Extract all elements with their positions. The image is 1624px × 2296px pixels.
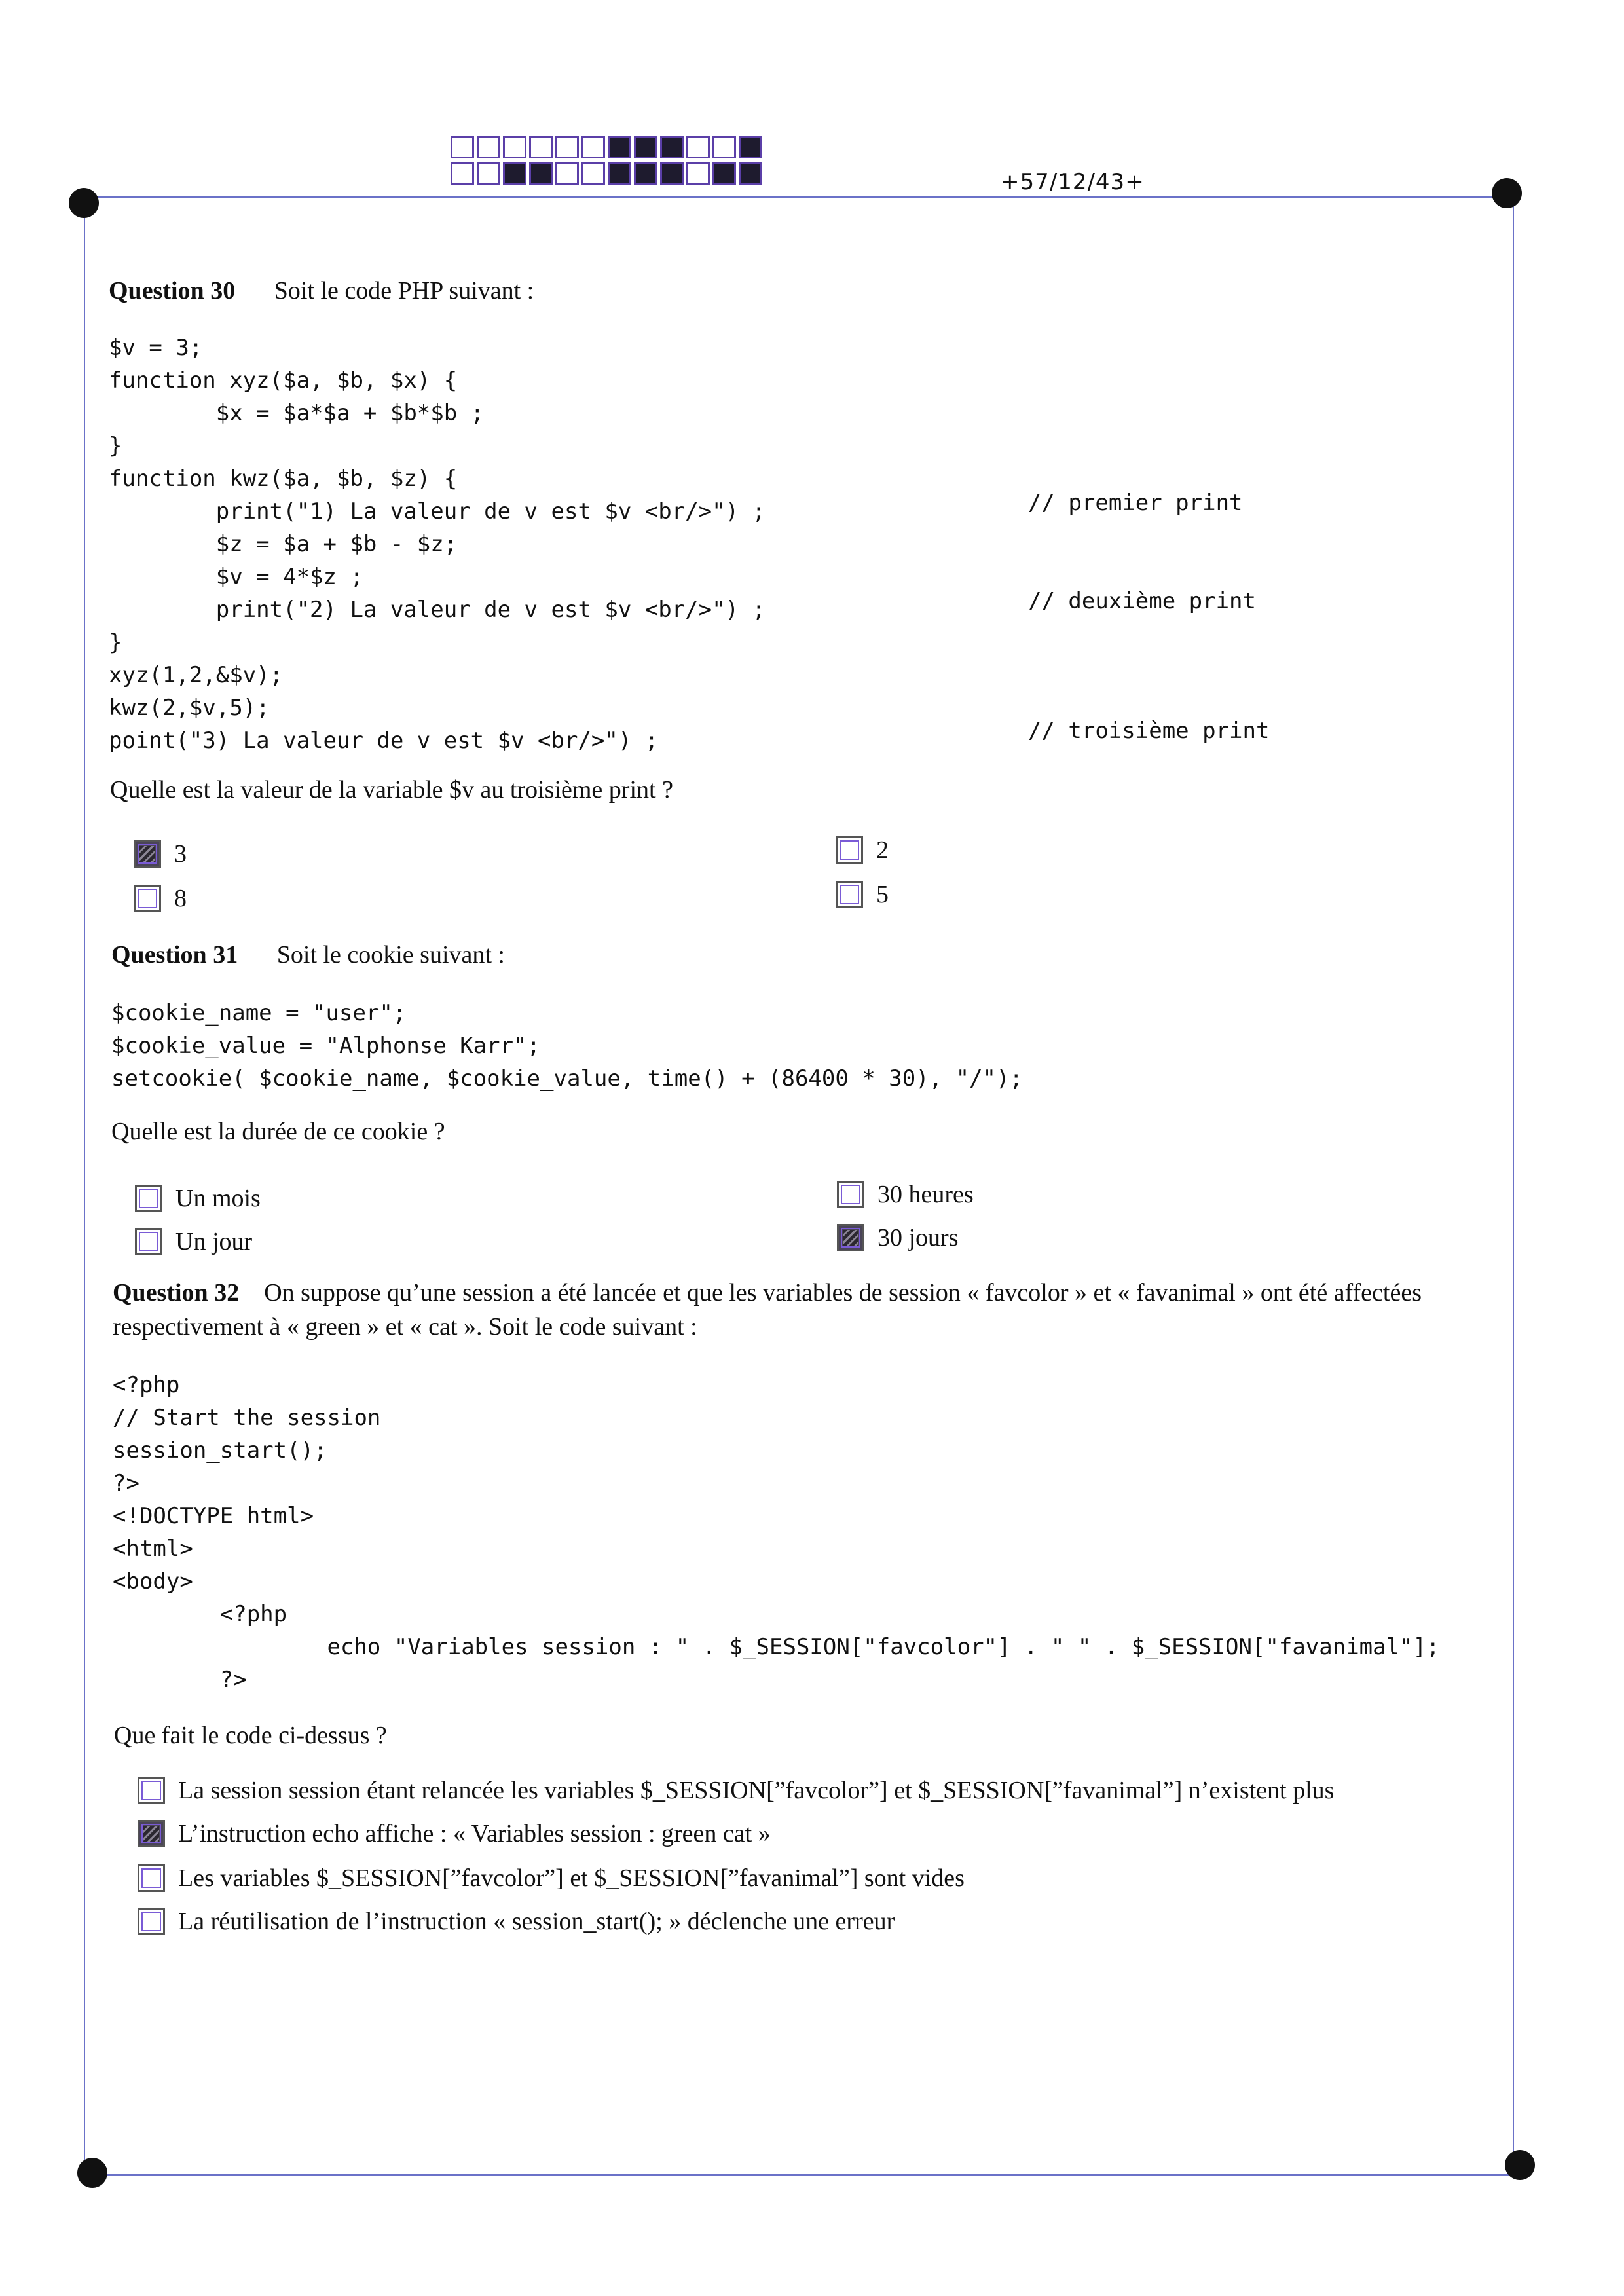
q30-option-label: 2 <box>876 836 889 864</box>
q30-code: $v = 3; function xyz($a, $b, $x) { $x = $a*$a + $b*$b ; } function kwz($a, $b, $z) { print("1) La valeur de v est $v <br/>") ; $z = $a + $b - $z; $v = 4*$z ; print("2) La valeur de v est $v <br/>") ; } xyz(1,2,&$v); kwz(2,$v,5); point("3) La valeur de v est $v <br/>") ; <box>109 335 766 754</box>
q32-title <box>113 1276 1507 1344</box>
frame-left-line <box>84 196 85 2174</box>
q30-number: Question 30 <box>109 277 236 305</box>
code-box <box>686 136 710 158</box>
code-box <box>686 162 710 185</box>
q32-option-label: Les variables $_SESSION[”favcolor”] et $_SESSION[”favanimal”] sont vides <box>178 1864 965 1892</box>
q30-option-8[interactable] <box>134 884 187 913</box>
code-box <box>581 136 605 158</box>
q31-option-un-jour[interactable] <box>135 1227 252 1256</box>
frame-bottom-line <box>92 2174 1527 2176</box>
code-box <box>555 162 579 185</box>
code-box <box>451 136 474 158</box>
q30-comment-2: // deuxième print <box>1028 588 1256 614</box>
code-box <box>529 136 553 158</box>
q32-option-4[interactable] <box>138 1907 895 1936</box>
q30-option-5[interactable] <box>836 880 889 909</box>
q32-checkbox-4[interactable] <box>138 1908 165 1935</box>
q31-title <box>111 940 505 969</box>
code-box <box>581 162 605 185</box>
sheet-id: +57/12/43+ <box>1001 169 1145 195</box>
q30-title <box>109 276 534 305</box>
q30-comment-3: // troisième print <box>1028 718 1270 744</box>
q31-code: $cookie_name = "user"; $cookie_value = "Alphonse Karr"; setcookie( $cookie_name, $cookie_value, time() + (86400 * 30), "/"); <box>111 1000 1023 1092</box>
code-row-2 <box>451 162 765 185</box>
q32-checkbox-2[interactable] <box>138 1820 165 1847</box>
q31-option-30-heures[interactable] <box>837 1180 974 1209</box>
q30-option-2[interactable] <box>836 836 889 864</box>
q30-comment-1: // premier print <box>1028 490 1243 516</box>
q30-option-3[interactable] <box>134 840 187 868</box>
q32-option-label: La session session étant relancée les variables $_SESSION[”favcolor”] et $_SESSION[”favanimal”] n’existent plus <box>178 1777 1335 1804</box>
q31-option-label: Un mois <box>175 1185 261 1212</box>
q32-checkbox-3[interactable] <box>138 1864 165 1892</box>
q32-code: <?php // Start the session session_start(); ?> <!DOCTYPE html> <html> <body> <?php echo "Variables session : " . $_SESSION["favcolor"] . " " . $_SESSION["favanimal"]; ?> <box>113 1372 1440 1693</box>
frame-top-line <box>84 196 1519 198</box>
q30-checkbox-4[interactable] <box>836 881 863 908</box>
q31-checkbox-4[interactable] <box>837 1224 864 1251</box>
code-box <box>608 162 631 185</box>
q32-question: Que fait le code ci-dessus ? <box>114 1722 387 1749</box>
q31-checkbox-3[interactable] <box>837 1181 864 1208</box>
code-box <box>712 136 736 158</box>
q30-option-label: 3 <box>174 840 187 868</box>
q32-option-2[interactable] <box>138 1819 771 1848</box>
frame-right-line <box>1513 193 1514 2171</box>
q31-intro: Soit le cookie suivant : <box>276 941 505 969</box>
code-box <box>739 162 762 185</box>
corner-marker-bottom-right <box>1505 2150 1535 2180</box>
code-box <box>503 136 526 158</box>
q30-option-label: 8 <box>174 885 187 912</box>
q31-option-label: 30 heures <box>877 1181 974 1208</box>
code-box <box>477 136 500 158</box>
q32-option-label: La réutilisation de l’instruction « session_start(); » déclenche une erreur <box>178 1908 895 1935</box>
q32-option-1[interactable] <box>138 1776 1334 1805</box>
q32-option-label: L’instruction echo affiche : « Variables session : green cat » <box>178 1820 771 1847</box>
code-box <box>555 136 579 158</box>
q30-intro: Soit le code PHP suivant : <box>274 277 534 305</box>
code-box <box>608 136 631 158</box>
q31-number: Question 31 <box>111 941 238 969</box>
q31-checkbox-2[interactable] <box>135 1228 162 1255</box>
code-box <box>660 136 684 158</box>
corner-marker-top-left <box>69 188 99 218</box>
code-box <box>477 162 500 185</box>
q32-option-3[interactable] <box>138 1864 965 1893</box>
code-box <box>634 136 657 158</box>
q31-option-label: 30 jours <box>877 1224 959 1251</box>
q32-number: Question 32 <box>113 1279 240 1306</box>
q30-option-label: 5 <box>876 881 889 908</box>
q31-option-un-mois[interactable] <box>135 1184 261 1213</box>
code-box <box>503 162 526 185</box>
corner-marker-bottom-left <box>77 2158 107 2188</box>
code-box <box>660 162 684 185</box>
code-box <box>451 162 474 185</box>
code-box <box>634 162 657 185</box>
q30-checkbox-3[interactable] <box>836 836 863 864</box>
q31-checkbox-1[interactable] <box>135 1185 162 1212</box>
q31-option-30-jours[interactable] <box>837 1223 959 1252</box>
corner-marker-top-right <box>1492 178 1522 208</box>
q30-checkbox-2[interactable] <box>134 885 161 912</box>
q31-option-label: Un jour <box>175 1228 253 1255</box>
code-box <box>739 136 762 158</box>
code-row-1 <box>451 136 765 158</box>
q32-intro: On suppose qu’une session a été lancée et que les variables de session « favcolor » et « favanimal » ont été affectées respectivement à « green » et « cat ». Soit le code suivant : <box>113 1279 1422 1341</box>
q32-checkbox-1[interactable] <box>138 1777 165 1804</box>
code-box <box>529 162 553 185</box>
q30-checkbox-1[interactable] <box>134 840 161 868</box>
code-box <box>712 162 736 185</box>
q31-question: Quelle est la durée de ce cookie ? <box>111 1118 445 1145</box>
q30-question: Quelle est la valeur de la variable $v au troisième print ? <box>110 776 673 804</box>
